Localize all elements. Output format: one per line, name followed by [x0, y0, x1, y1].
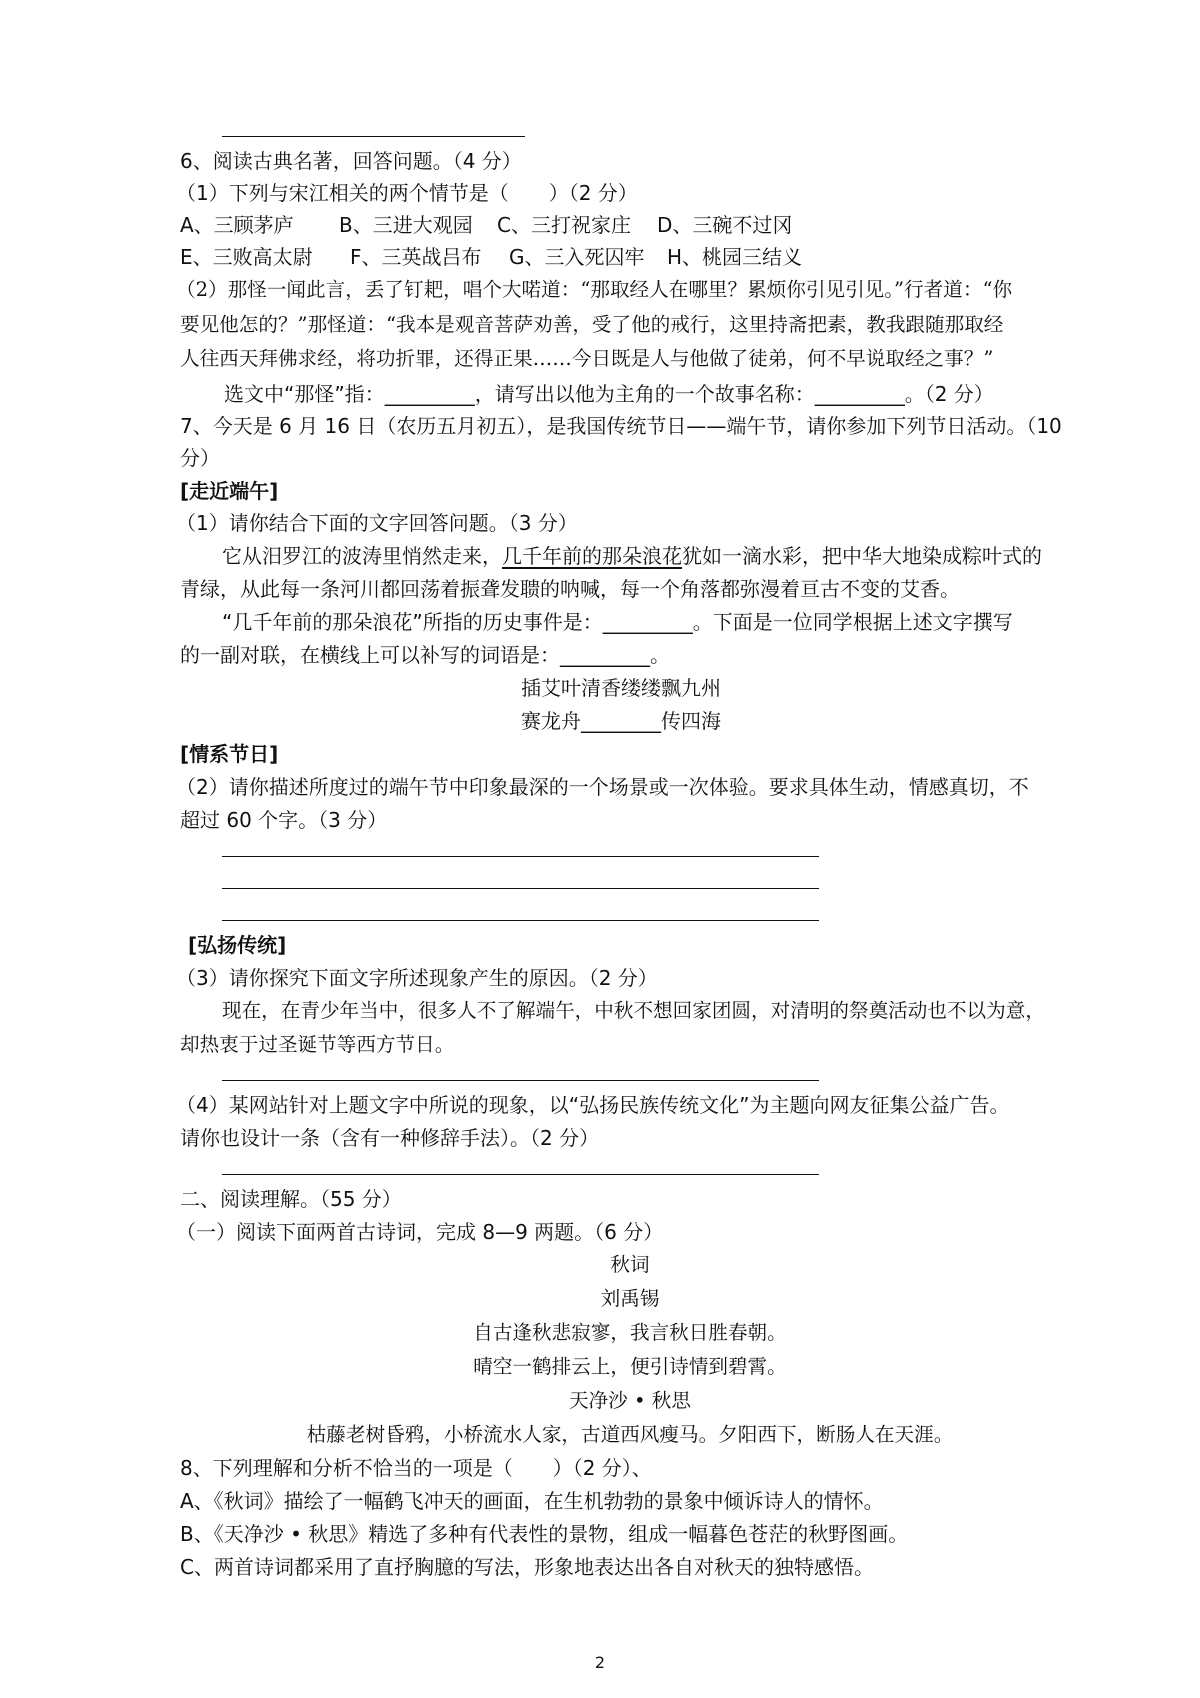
- q8-option-a: A、《秋词》描绘了一幅鹤飞冲天的画面，在生机勃勃的景象中倾诉诗人的情怀。: [180, 1489, 884, 1513]
- answer-line-5: [222, 1174, 819, 1175]
- q7-sub4-line2: 请你也设计一条（含有一种修辞手法）。（2 分）: [180, 1126, 600, 1150]
- q6-option-f: F、三英战吕布: [350, 245, 482, 269]
- q8-title: 8、下列理解和分析不恰当的一项是（ ）（2 分）、: [180, 1456, 652, 1480]
- q6-option-b: B、三进大观园: [339, 213, 473, 237]
- poem2-line1: 枯藤老树昏鸦，小桥流水人家，古道西风瘦马。夕阳西下，断肠人在天涯。: [306, 1423, 954, 1446]
- poem1-line1: 自古逢秋悲寂寥，我言秋日胜春朝。: [473, 1321, 787, 1344]
- poem1-author: 刘禹锡: [600, 1287, 660, 1310]
- q7-passage-underlined: 几千年前的那朵浪花: [502, 544, 682, 568]
- part2-title: 二、阅读理解。（55 分）: [180, 1187, 402, 1211]
- q6-sub2-question: 选文中“那怪”指：_________，请写出以他为主角的一个故事名称：_________。（2 分）: [224, 382, 994, 406]
- q8-option-c: C、两首诗词都采用了直抒胸臆的写法，形象地表达出各自对秋天的独特感悟。: [180, 1555, 874, 1579]
- q6-option-e: E、三败高太尉: [180, 245, 313, 269]
- q7-passage-post: 犹如一滴水彩，把中华大地染成粽叶式的: [682, 544, 1042, 568]
- q7-sub3: （3）请你探究下面文字所述现象产生的原因。（2 分）: [176, 966, 658, 990]
- q7-sub2-line2: 超过 60 个字。（3 分）: [180, 808, 388, 832]
- page-number: 2: [594, 1653, 606, 1672]
- answer-line-4: [222, 1080, 819, 1081]
- poem1-title: 秋词: [610, 1253, 650, 1276]
- q6-sub2-line3: 人往西天拜佛求经，将功折罪，还得正果……今日既是人与他做了徒弟，何不早说取经之事？”: [180, 347, 994, 370]
- q7-sub1: （1）请你结合下面的文字回答问题。（3 分）: [176, 511, 578, 535]
- q6-option-g: G、三入死囚牢: [509, 245, 645, 269]
- q6-sub2-line2: 要见他怎的？”那怪道：“我本是观音菩萨劝善，受了他的戒行，这里持斋把素，教我跟随那取经: [180, 313, 1004, 336]
- q6-option-c: C、三打祝家庄: [497, 213, 631, 237]
- answer-line-3: [222, 920, 819, 921]
- section-qingxi-jieri: [情系节日]: [180, 742, 279, 766]
- q7-title-line2: 分）: [180, 446, 220, 470]
- answer-line-top: [222, 136, 525, 137]
- couplet-line1: 插艾叶清香缕缕飘九州: [521, 676, 721, 700]
- q6-option-h: H、桃园三结义: [667, 245, 803, 269]
- q7-passage-line1: [222, 543, 1042, 569]
- q7-sub2-line1: （2）请你描述所度过的端午节中印象最深的一个场景或一次体验。要求具体生动，情感真切，不: [176, 775, 1029, 799]
- q7-title-line1: 7、今天是 6 月 16 日（农历五月初五），是我国传统节日——端午节，请你参加下列节日活动。（10: [180, 414, 1062, 438]
- q6-option-d: D、三碗不过冈: [657, 213, 793, 237]
- poem2-title: 天净沙 • 秋思: [569, 1389, 691, 1412]
- q7-passage-pre: 它从汨罗江的波涛里悄然走来，: [222, 544, 502, 568]
- q7-question-line2: 的一副对联，在横线上可以补写的词语是：_________。: [180, 643, 670, 667]
- q7-sub3-text2: 却热衷于过圣诞节等西方节日。: [180, 1033, 455, 1056]
- q6-sub2-line1: （2）那怪一闻此言，丢了钉耙，唱个大喏道：“那取经人在哪里？累烦你引见引见。”行者道：“你: [176, 278, 1013, 301]
- q6-title: 6、阅读古典名著，回答问题。（4 分）: [180, 149, 522, 173]
- q6-sub1: （1）下列与宋江相关的两个情节是（ ）（2 分）: [176, 181, 638, 205]
- couplet-line2: 赛龙舟________传四海: [521, 709, 721, 733]
- part2-sub1: （一）阅读下面两首古诗词，完成 8—9 两题。（6 分）: [176, 1220, 664, 1244]
- q8-option-b: B、《天净沙 • 秋思》精选了多种有代表性的景物，组成一幅暮色苍茫的秋野图画。: [180, 1522, 909, 1546]
- q6-option-a: A、三顾茅庐: [180, 213, 294, 237]
- q7-sub4-line1: （4）某网站针对上题文字中所说的现象，以“弘扬民族传统文化”为主题向网友征集公益广告。: [176, 1093, 1010, 1117]
- section-zoujin-duanwu: [走近端午]: [180, 479, 279, 503]
- q7-passage-line2: 青绿，从此每一条河川都回荡着振聋发聩的呐喊，每一个角落都弥漫着亘古不变的艾香。: [180, 577, 960, 601]
- q7-question-line1: “几千年前的那朵浪花”所指的历史事件是：_________。下面是一位同学根据上述文字撰写: [222, 610, 1013, 634]
- poem1-line2: 晴空一鹤排云上，便引诗情到碧霄。: [473, 1355, 787, 1378]
- answer-line-1: [222, 856, 819, 857]
- q7-sub3-text1: 现在，在青少年当中，很多人不了解端午，中秋不想回家团圆，对清明的祭奠活动也不以为意，: [222, 999, 1045, 1022]
- section-hongyang-chuantong: [弘扬传统]: [188, 933, 287, 957]
- answer-line-2: [222, 888, 819, 889]
